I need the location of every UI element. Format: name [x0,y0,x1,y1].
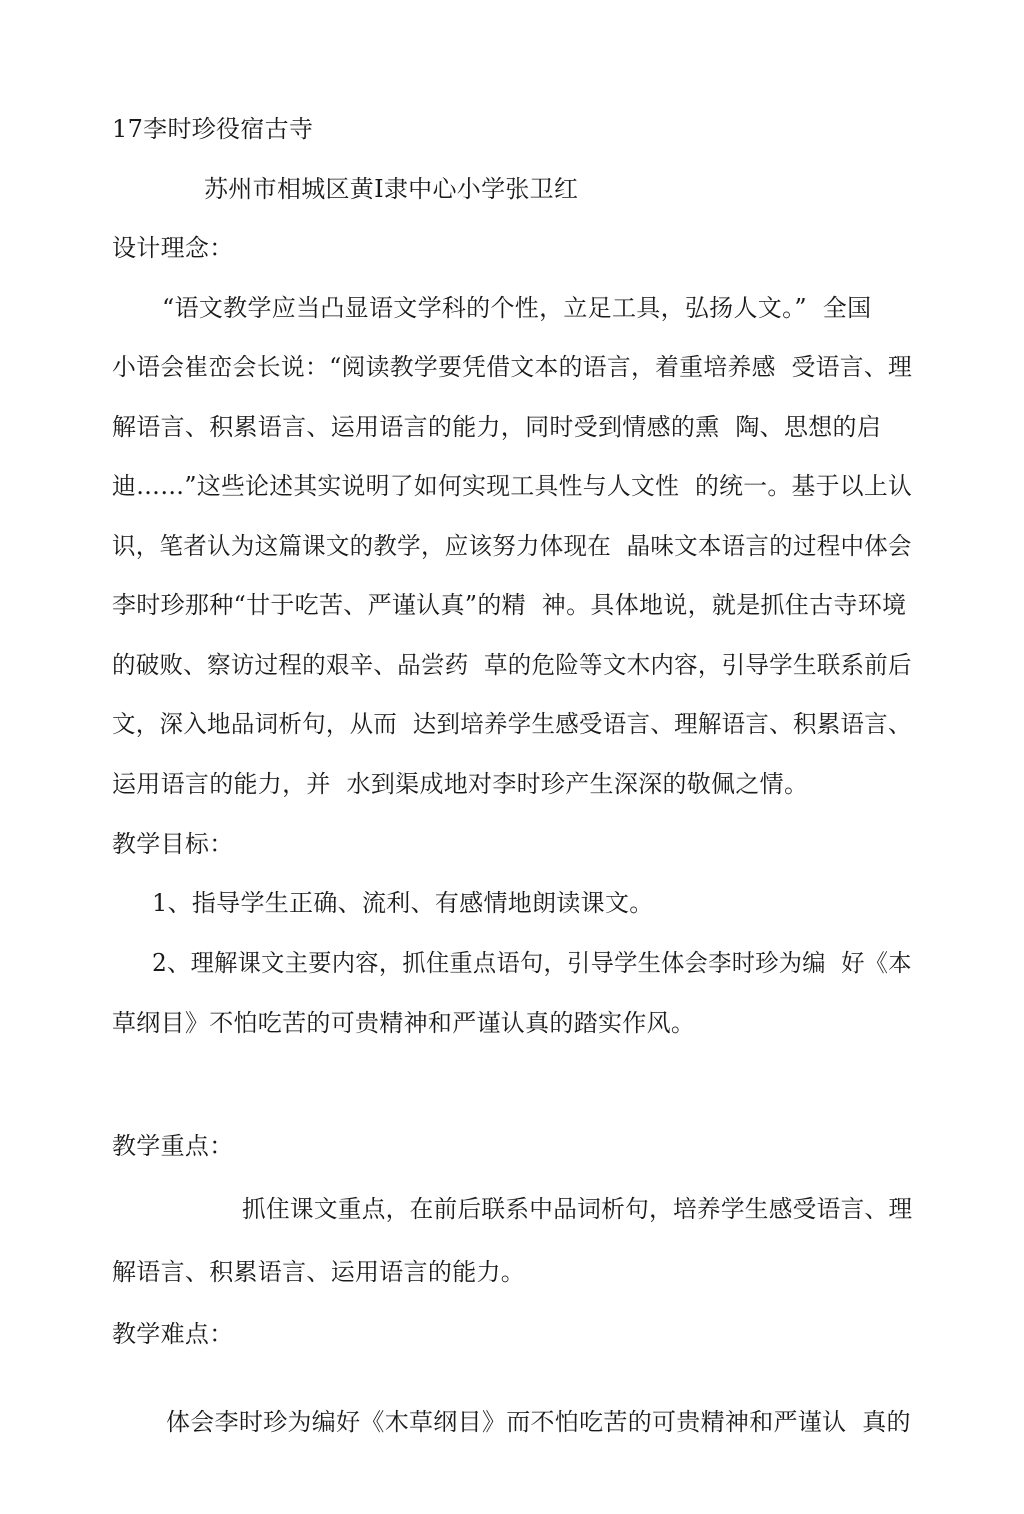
design-concept-line: 李时珍那种“廿于吃苦、严谨认真”的精 神。具体地说，就是抓住古寺环境 [112,591,907,619]
design-concept-line: 的破败、察访过程的艰辛、品尝药 草的危险等文木内容，引导学生联系前后 [112,651,912,679]
key-points-line: 抓住课文重点，在前后联系中品词析句，培养学生感受语言、理 [242,1195,913,1223]
teaching-goal-item-continued: 草纲目》不怕吃苦的可贵精神和严谨认真的踏实作风。 [112,1009,696,1037]
document-title: 17李时珍役宿古寺 [112,115,314,143]
difficulties-line: 体会李时珍为编好《木草纲目》而不怕吃苦的可贵精神和严谨认 真的 [166,1408,911,1436]
teaching-goal-item: 2、理解课文主要内容，抓住重点语句，引导学生体会李时珍为编 好《本 [152,949,912,977]
difficulties-heading: 教学难点： [112,1320,234,1348]
teaching-goal-item: 1、指导学生正确、流利、有感情地朗读课文。 [152,889,654,917]
design-concept-line: 小语会崔峦会长说：“阅读教学要凭借文本的语言，着重培养感 受语言、理 [112,353,913,381]
design-concept-line: 识，笔者认为这篇课文的教学，应该努力体现在 晶味文本语言的过程中体会 [112,532,912,560]
design-concept-line: 文，深入地品词析句，从而 达到培养学生感受语言、理解语言、积累语言、 [112,710,912,738]
teaching-goals-heading: 教学目标： [112,830,234,858]
design-concept-line: 解语言、积累语言、运用语言的能力，同时受到情感的熏 陶、思想的启 [112,413,882,441]
design-concept-heading: 设计理念： [112,234,234,262]
key-points-heading: 教学重点： [112,1132,234,1160]
design-concept-line: 运用语言的能力，并 水到渠成地对李时珍产生深深的敬佩之情。 [112,770,809,798]
design-concept-line: “语文教学应当凸显语文学科的个性，立足工具，弘扬人文。” 全国 [162,294,872,322]
author-line: 苏州市相城区黄I隶中心小学张卫红 [204,175,579,203]
design-concept-line: 迪……”这些论述其实说明了如何实现工具性与人文性 的统一。基于以上认 [112,472,913,500]
key-points-line: 解语言、积累语言、运用语言的能力。 [112,1258,526,1286]
